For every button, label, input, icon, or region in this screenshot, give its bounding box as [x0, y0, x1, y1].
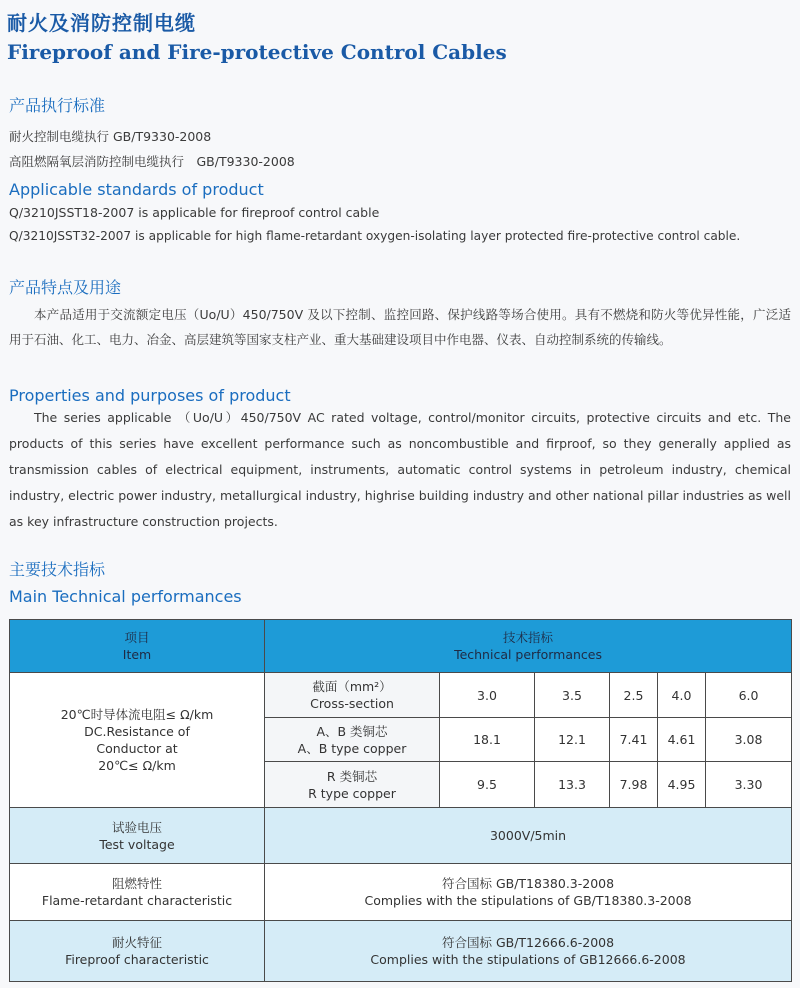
standard-line-cn-2: 高阻燃隔氧层消防控制电缆执行 GB/T9330-2008 [9, 154, 295, 169]
table-row-fireproof [10, 921, 792, 982]
table-cell: 13.3 [535, 762, 610, 808]
properties-heading-cn: 产品特点及用途 [9, 278, 122, 297]
page-title-en: Fireproof and Fire-protective Control Cables [7, 40, 507, 64]
r-copper-label [265, 762, 440, 808]
standard-line-en-2: Q/3210JSST32-2007 is applicable for high flame-retardant oxygen-isolating layer protected fire-protective control cable. [9, 229, 741, 243]
flame-label [10, 864, 265, 921]
standards-heading-en: Applicable standards of product [9, 180, 264, 199]
ab-copper-label-en: A、B type copper [297, 740, 407, 756]
technical-heading-en: Main Technical performances [9, 587, 242, 606]
table-cell: 3.30 [706, 762, 792, 808]
flame-value-cn: 符合国标 GB/T18380.3-2008 [441, 876, 615, 891]
flame-value [265, 864, 792, 921]
resistance-label-cn: 20℃时导体流电阻≤ Ω/km [60, 707, 214, 722]
standard-line-cn-1: 耐火控制电缆执行 GB/T9330-2008 [9, 129, 212, 144]
technical-performance-table [9, 619, 792, 982]
header-item [10, 620, 265, 673]
table-row-cross-section [10, 673, 792, 718]
header-performance-en: Technical performances [454, 647, 602, 662]
table-cell: 12.1 [535, 718, 610, 762]
standard-line-en-1: Q/3210JSST18-2007 is applicable for fireproof control cable [9, 205, 380, 220]
fireproof-value-en: Complies with the stipulations of GB12666.6-2008 [370, 952, 686, 967]
resistance-label-en-1: DC.Resistance of [84, 724, 190, 739]
header-performance-cn: 技术指标 [503, 630, 554, 645]
resistance-label-en-2: Conductor at [96, 741, 178, 756]
test-voltage-label-cn: 试验电压 [111, 819, 162, 835]
table-row-test-voltage [10, 808, 792, 864]
page-title-cn: 耐火及消防控制电缆 [7, 11, 196, 35]
fireproof-value-cn: 符合国标 GB/T12666.6-2008 [441, 935, 615, 950]
header-performance [265, 620, 792, 673]
table-cell: 4.0 [658, 673, 706, 718]
header-item-cn: 项目 [124, 630, 150, 645]
fireproof-label-en: Fireproof characteristic [65, 952, 209, 967]
table-cell: 3.08 [706, 718, 792, 762]
resistance-label [10, 673, 265, 808]
table-cell: 6.0 [706, 673, 792, 718]
flame-label-en: Flame-retardant characteristic [41, 893, 233, 908]
table-cell: 3.5 [535, 673, 610, 718]
table-cell: 4.95 [658, 762, 706, 808]
test-voltage-label [10, 808, 265, 864]
table-row-flame-retardant [10, 864, 792, 921]
table-header-row [10, 620, 792, 673]
table-cell: 7.98 [610, 762, 658, 808]
resistance-label-en-3: 20℃≤ Ω/km [98, 758, 176, 773]
properties-text-cn: 本产品适用于交流额定电压（Uo/U）450/750V 及以下控制、监控回路、保护线路等场合使用。具有不燃烧和防火等优异性能，广泛适用于石油、化工、电力、冶金、高层建筑等国家支柱产业、重大基础建设项目中作电器、仪表、自动控制系统的传输线。 [9, 307, 791, 347]
technical-heading-cn: 主要技术指标 [9, 560, 106, 579]
table-cell: 2.5 [610, 673, 658, 718]
table-cell: 3.0 [440, 673, 535, 718]
table-cell: 18.1 [440, 718, 535, 762]
flame-value-en: Complies with the stipulations of GB/T18380.3-2008 [364, 893, 692, 908]
table-cell: 4.61 [658, 718, 706, 762]
table-cell: 9.5 [440, 762, 535, 808]
fireproof-label [10, 921, 265, 982]
cross-section-label [265, 673, 440, 718]
ab-copper-label [265, 718, 440, 762]
r-copper-label-en: R type copper [308, 785, 396, 801]
properties-heading-en: Properties and purposes of product [9, 386, 291, 405]
cross-section-label-en: Cross-section [310, 696, 394, 711]
r-copper-label-cn: R 类铜芯 [326, 768, 378, 784]
fireproof-value [265, 921, 792, 982]
ab-copper-label-cn: A、B 类铜芯 [316, 723, 388, 739]
test-voltage-value: 3000V/5min [265, 808, 792, 864]
cross-section-label-cn: 截面（mm²） [312, 679, 392, 694]
fireproof-label-cn: 耐火特征 [111, 935, 162, 950]
test-voltage-label-en: Test voltage [99, 836, 175, 852]
standards-heading-cn: 产品执行标准 [9, 96, 106, 115]
header-item-en: Item [122, 647, 152, 662]
flame-label-cn: 阻燃特性 [111, 876, 162, 891]
table-cell: 7.41 [610, 718, 658, 762]
properties-text-en: The series applicable （Uo/U）450/750V AC rated voltage, control/monitor circuits, protective circuits and etc. The products of this series have excellent performance such as noncombustible and firproof, so they generally applied as transmission cables of electrical equipment, instruments, automatic control systems in petroleum industry, chemical industry, electric power industry, metallurgical industry, highrise building industry and other national pillar industries as well as key infrastructure construction projects. [9, 410, 791, 529]
